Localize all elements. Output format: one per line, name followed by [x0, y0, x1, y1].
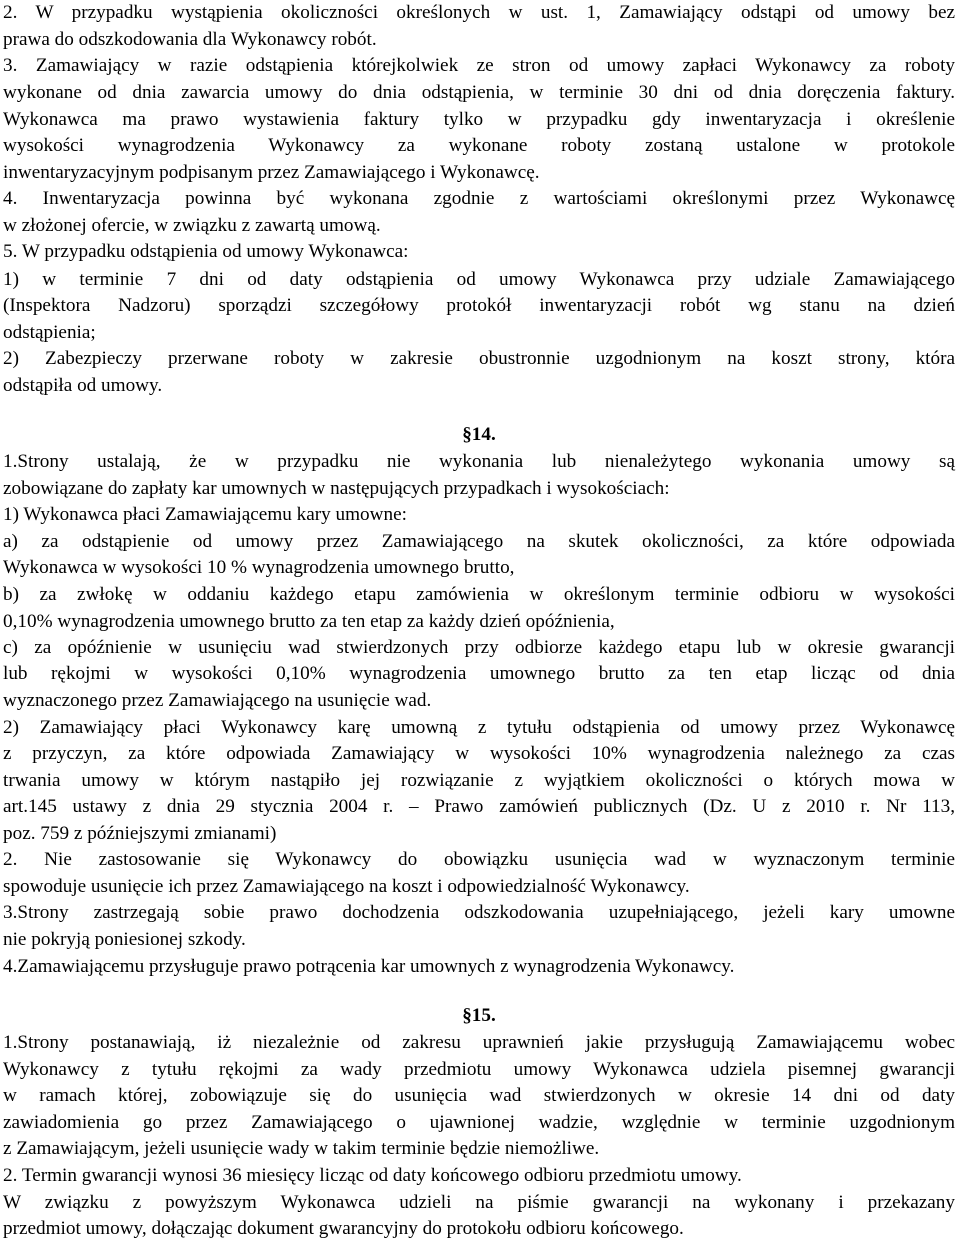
text-line: spowoduje usunięcie ich przez Zamawiającego na koszt i odpowiedzialność Wykonawcy.	[3, 876, 690, 897]
text-line: z Zamawiającym, jeżeli usunięcie wady w takim terminie będzie niemożliwe.	[3, 1138, 600, 1159]
text-line: przedmiot umowy, dołączając dokument gwarancyjny do protokołu odbioru końcowego.	[3, 1218, 684, 1239]
text-line: Wykonawcy z tytułu rękojmi za wady przedmiotu umowy Wykonawca udziela pisemnej gwarancji	[3, 1059, 955, 1080]
text-line: w złożonej ofercie, w związku z zawartą umową.	[3, 215, 381, 236]
text-line: Wykonawca w wysokości 10 % wynagrodzenia umownego brutto,	[3, 557, 515, 578]
text-line: 3.Strony zastrzegają sobie prawo dochodzenia odszkodowania uzupełniającego, jeżeli kary umowne	[3, 902, 955, 923]
text-line: wyznaczonego przez Zamawiającego na usunięcie wad.	[3, 690, 432, 711]
text-line: zobowiązane do zapłaty kar umownych w następujących przypadkach i wysokościach:	[3, 478, 670, 499]
section-heading: §15.	[462, 1005, 496, 1026]
text-line: W związku z powyższym Wykonawca udzieli na piśmie gwarancji na wykonany i przekazany	[3, 1192, 955, 1213]
text-line: 0,10% wynagrodzenia umownego brutto za ten etap za każdy dzień opóźnienia,	[3, 611, 615, 632]
text-line: inwentaryzacyjnym podpisanym przez Zamawiającego i Wykonawcę.	[3, 162, 540, 183]
text-line: c) za opóźnienie w usunięciu wad stwierdzonych przy odbiorze każdego etapu lub w okresie gwarancji	[3, 637, 955, 658]
text-line: odstąpienia;	[3, 322, 96, 343]
section-heading: §14.	[462, 424, 496, 445]
text-line: 2) Zamawiający płaci Wykonawcy karę umowną z tytułu odstąpienia od umowy przez Wykonawcę	[3, 717, 955, 738]
text-line: 2. Nie zastosowanie się Wykonawcy do obowiązku usunięcia wad w wyznaczonym terminie	[3, 849, 955, 870]
text-line: 1.Strony ustalają, że w przypadku nie wykonania lub nienależytego wykonania umowy są	[3, 451, 955, 472]
text-line: w ramach której, zobowiązuje się do usunięcia wad stwierdzonych w okresie 14 dni od daty	[3, 1085, 955, 1106]
text-line: b) za zwłokę w oddaniu każdego etapu zamówienia w określonym terminie odbioru w wysokości	[3, 584, 955, 605]
text-line: art.145 ustawy z dnia 29 stycznia 2004 r. – Prawo zamówień publicznych (Dz. U z 2010 r. Nr 113,	[3, 796, 955, 817]
text-line: 4. Inwentaryzacja powinna być wykonana zgodnie z wartościami określonymi przez Wykonawcę	[3, 188, 955, 209]
text-line: 5. W przypadku odstąpienia od umowy Wykonawca:	[3, 241, 409, 262]
text-line: trwania umowy w którym nastąpiło jej rozwiązanie z wyjątkiem okoliczności o których mowa w	[3, 770, 955, 791]
text-line: nie pokryją poniesionej szkody.	[3, 929, 246, 950]
text-line: 1.Strony postanawiają, iż niezależnie od zakresu uprawnień jakie przysługują Zamawiającemu wobec	[3, 1032, 955, 1053]
text-line: 2) Zabezpieczy przerwane roboty w zakresie obustronnie uzgodnionym na koszt strony, która	[3, 348, 955, 369]
text-line: 1) w terminie 7 dni od daty odstąpienia od umowy Wykonawca przy udziale Zamawiającego	[3, 269, 955, 290]
text-line: odstąpiła od umowy.	[3, 375, 163, 396]
text-line: (Inspektora Nadzoru) sporządzi szczegółowy protokół inwentaryzacji robót wg stanu na dzień	[3, 295, 955, 316]
text-line: z przyczyn, za które odpowiada Zamawiający w wysokości 10% wynagrodzenia należnego za czas	[3, 743, 955, 764]
text-line: wykonane od dnia zawarcia umowy do dnia odstąpienia, w terminie 30 dni od dnia doręczenia faktury.	[3, 82, 955, 103]
text-line: wysokości wynagrodzenia Wykonawcy za wykonane roboty zostaną ustalone w protokole	[3, 135, 955, 156]
text-line: 4.Zamawiającemu przysługuje prawo potrącenia kar umownych z wynagrodzenia Wykonawcy.	[3, 956, 735, 977]
text-line: poz. 759 z późniejszymi zmianami)	[3, 823, 277, 844]
text-line: 3. Zamawiający w razie odstąpienia którejkolwiek ze stron od umowy zapłaci Wykonawcy za roboty	[3, 55, 955, 76]
text-line: Wykonawca ma prawo wystawienia faktury tylko w przypadku gdy inwentaryzacja i określenie	[3, 109, 955, 130]
text-line: prawa do odszkodowania dla Wykonawcy robót.	[3, 29, 377, 50]
text-line: a) za odstąpienie od umowy przez Zamawiającego na skutek okoliczności, za które odpowiada	[3, 531, 955, 552]
text-line: 1) Wykonawca płaci Zamawiającemu kary umowne:	[3, 504, 407, 525]
text-line: 2. W przypadku wystąpienia okoliczności określonych w ust. 1, Zamawiający odstąpi od umowy bez	[3, 2, 955, 23]
text-line: 2. Termin gwarancji wynosi 36 miesięcy licząc od daty końcowego odbioru przedmiotu umowy.	[3, 1165, 742, 1186]
text-line: lub rękojmi w wysokości 0,10% wynagrodzenia umownego brutto za ten etap licząc od dnia	[3, 663, 955, 684]
text-line: zawiadomienia go przez Zamawiającego o ujawnionej wadzie, względnie w terminie uzgodnionym	[3, 1112, 955, 1133]
